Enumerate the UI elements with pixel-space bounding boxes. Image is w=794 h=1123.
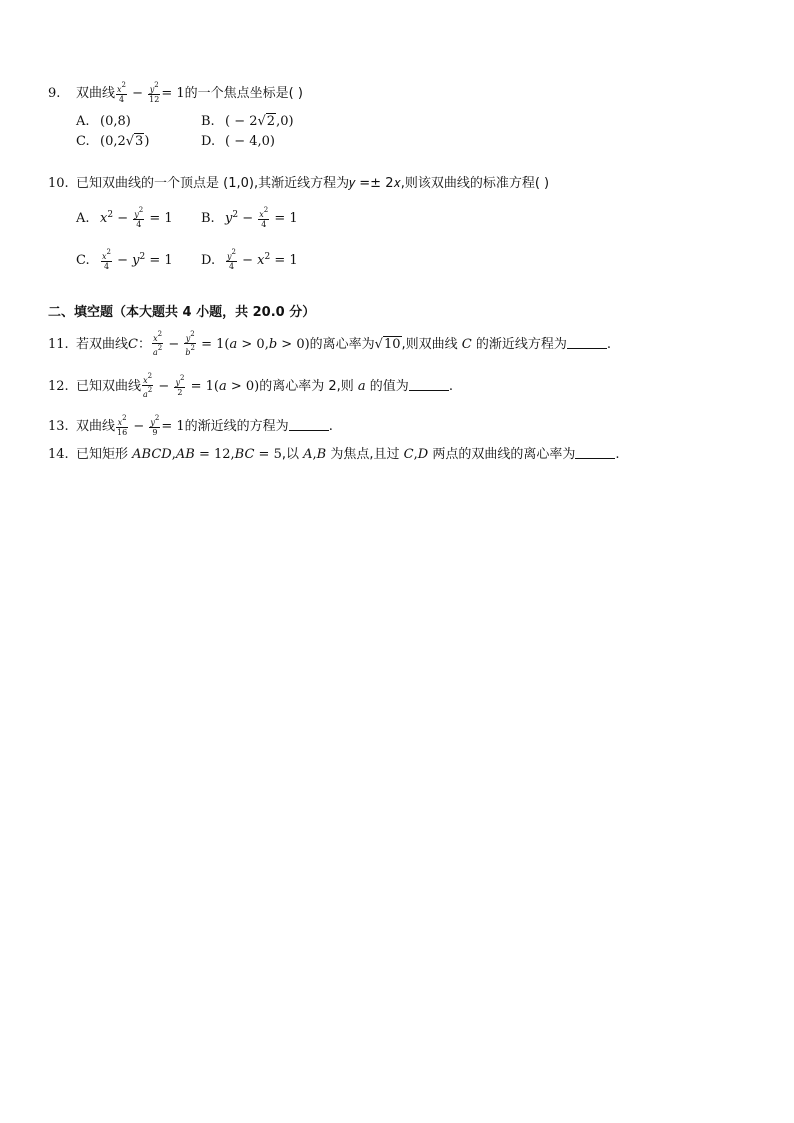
fraction: $\frac{y^2}{12}$ [149,81,160,104]
question-text: 的值为 [369,379,409,394]
sqrt: √3 [125,134,144,149]
option-label: C. [76,134,90,149]
sqrt: √2 [257,114,276,129]
question-text: 已知矩形 [76,447,129,462]
question-text: 的离心率为 [309,337,375,352]
answer-blank[interactable] [289,418,329,431]
question-text: 双曲线 [76,419,116,434]
question-11: 11. 若双曲线C： $\frac{x^2}{a^2}$ − $\frac{y^2}{b^2}$ = 1(a > 0,b > 0)的离心率为√10,则双曲线 C 的渐近线方程为 . [48,330,612,357]
period: . [615,447,620,462]
option-label: A. [76,211,90,226]
question-text: 的渐近线的方程为 [184,419,289,434]
answer-blank[interactable] [409,378,449,391]
question-number: 10. [48,176,69,191]
option-a[interactable] [76,113,131,131]
period: . [448,379,453,394]
period: . [606,337,612,352]
question-13: 13. 双曲线 $\frac{x^2}{16}$ − $\frac{y^2}{9}$ = 1的渐近线的方程为 . [48,414,333,437]
option-c[interactable]: C. (0,2√3) [76,134,150,149]
fraction: $\frac{x^2}{4}$ [117,81,126,104]
option-label: B. [201,211,215,226]
option-c[interactable]: C. $\frac{x^2}{4}$ − $y^2 = 1$ [76,248,173,271]
option-d[interactable]: D. $\frac{y^2}{4}$ − $x^2 = 1$ [201,248,298,271]
question-text: 两点的双曲线的离心率为 [432,447,576,462]
option-value: ( − 4,0) [225,134,275,149]
option-label: B. [201,114,215,129]
question-number: 12. [48,379,69,394]
option-b[interactable]: B. ( − 2√2,0) [201,114,294,129]
question-text: 为焦点,且过 [330,447,400,462]
option-a[interactable]: A. $x^2$ − $\frac{y^2}{4}$ = 1 [76,206,173,229]
option-label: D. [201,134,216,149]
question-text: 的离心率为 2,则 [259,379,354,394]
question-text: 的一个焦点坐标是( ) [184,86,303,101]
question-number: 11. [48,337,69,352]
sqrt: √10 [374,337,401,352]
option-label: C. [76,253,90,268]
question-12: 12. 已知双曲线 $\frac{x^2}{a^2}$ − $\frac{y^2}{2}$ = 1(a > 0)的离心率为 2,则 a 的值为 . [48,372,453,399]
option-d[interactable] [201,133,275,151]
answer-blank[interactable] [567,336,607,349]
question-text: 双曲线 [76,86,116,101]
question-text: ,则双曲线 [401,337,458,352]
option-value: (0,8) [100,114,131,129]
question-text: 的渐近线方程为 [475,337,567,352]
question-10 [48,175,549,193]
answer-blank[interactable] [575,446,615,459]
question-number: 9. [48,86,61,101]
question-text: 已知双曲线 [76,379,142,394]
option-label: A. [76,114,90,129]
question-9: 9. 双曲线 $\frac{x^2}{4}$ − $\frac{y^2}{12}$ = 1的一个焦点坐标是( ) [48,81,303,104]
period: . [328,419,333,434]
question-14: 14. 已知矩形 ABCD,AB = 12,BC = 5,以 A,B 为焦点,且过 C,D 两点的双曲线的离心率为 . [48,447,620,462]
option-b[interactable]: B. $y^2$ − $\frac{x^2}{4}$ = 1 [201,206,298,229]
question-number: 14. [48,447,69,462]
option-label: D. [201,253,216,268]
question-text: 已知双曲线的一个顶点是 (1,0),其渐近线方程为𝑦 =± 2𝑥,则该双曲线的标准方程( ) [76,176,550,191]
question-text: ,以 [281,447,299,462]
question-number: 13. [48,419,69,434]
question-text: 若双曲线 [76,337,129,352]
section-header: 二、填空题（本大题共 4 小题，共 20.0 分） [48,305,316,320]
